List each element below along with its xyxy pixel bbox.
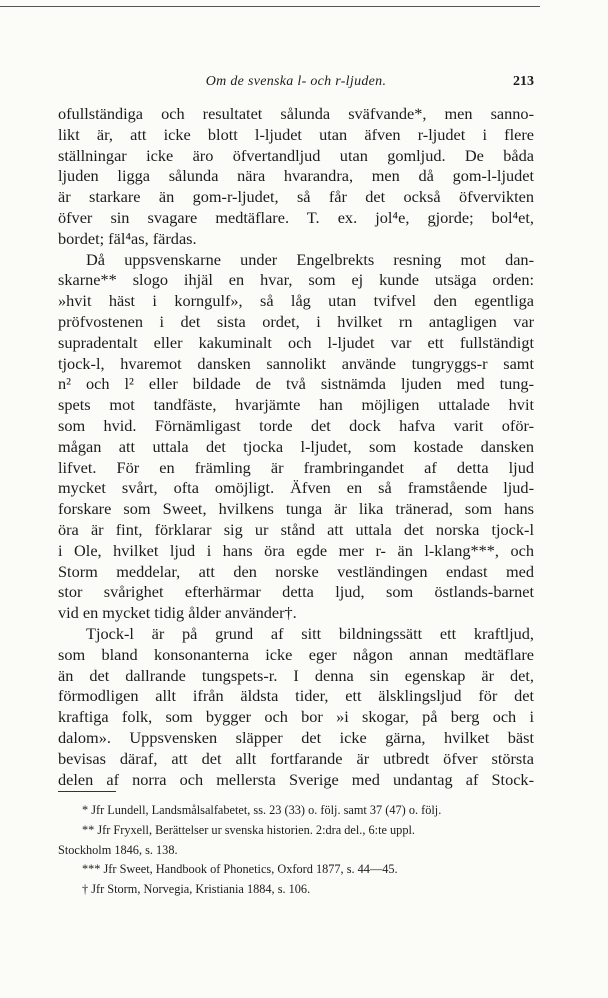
text-line: »hvit häst i korngulf», så låg utan tvifvel den egentliga (58, 291, 534, 311)
text-line: förmodligen allt ifrån äldsta tider, ett älsklingsljud för det (58, 686, 534, 706)
text-line: stor svårighet efterhärmar detta ljud, som östlands-barnet (58, 582, 534, 602)
footnote-rule (58, 791, 116, 792)
body-text (58, 104, 534, 790)
text-line: bordet; fäl⁴as, färdas. (58, 228, 197, 248)
running-head: Om de svenska l- och r-ljuden. (205, 74, 387, 89)
text-line: i Ole, hvilket ljud i hans öra egde mer r- än l-klang***, och (58, 540, 534, 560)
footnote: * Jfr Lundell, Landsmålsalfabetet, ss. 23 (33) o. följ. samt 37 (47) o. följ. (82, 803, 442, 817)
text-line: som bland konsonanterna icke eger någon annan medtäflare (58, 644, 534, 664)
footnote: *** Jfr Sweet, Handbook of Phonetics, Oxford 1877, s. 44—45. (82, 862, 398, 877)
text-line: supradentalt eller kakuminalt och l-ljudet var ett fullständigt (58, 332, 534, 352)
text-line: Storm meddelar, att den norske vestländingen endast med (58, 561, 534, 581)
footnote-continuation: Stockholm 1846, s. 138. (58, 842, 178, 857)
text-line: mågan att uttala det tjocka l-ljudet, som kostade dansken (58, 436, 534, 456)
text-line: ljuden ligga sålunda nära hvarandra, men då gom-l-ljudet (58, 166, 534, 186)
text-line: mycket svårt, ofta omöjligt. Äfven en så framstående ljud- (58, 478, 534, 498)
top-rule (0, 6, 540, 7)
text-line: bevisas däraf, att det allt fortfarande är utbredt öfver största (58, 748, 534, 768)
text-line: likt är, att icke blott l-ljudet utan äfven r-ljudet i flere (58, 124, 534, 144)
text-line: öfver sin svagare medtäflare. T. ex. jol⁴e, gjorde; bol⁴et, (58, 207, 534, 227)
text-line: dalom». Uppsvensken släpper det icke gärna, hvilket bäst (58, 727, 534, 747)
text-line: ofullständiga och resultatet sålunda sväfvande*, men sanno- (58, 104, 534, 123)
text-line: ställningar icke äro öfvertandljud utan gomljud. De båda (58, 145, 534, 165)
text-line: skarne** slogo ihjäl en hvar, som ej kunde utsäga orden: (58, 270, 534, 290)
text-line: forskare som Sweet, hvilkens tunga är lika tränerad, som hans (58, 499, 534, 519)
text-line: är starkare än gom-r-ljudet, så får det också öfvervikten (58, 187, 534, 207)
footnotes (58, 801, 534, 900)
text-line: Tjock-l är på grund af sitt bildningssätt ett kraftljud, (86, 623, 534, 643)
text-line: pröfvostenen i det sista ordet, i hvilket rn antagligen var (58, 311, 534, 331)
page-number: 213 (513, 74, 534, 89)
text-line: lifvet. För en främling är frambringandet af detta ljud (58, 457, 534, 477)
text-line: som hvid. Förnämligast torde det dock hafva varit oför- (58, 415, 534, 435)
text-line: Då uppsvenskarne under Engelbrekts resning mot dan- (86, 249, 534, 269)
page-header (58, 74, 534, 94)
text-line: tjock-l, hvaremot dansken sannolikt använde tungryggs-r samt (58, 353, 534, 373)
footnote: † Jfr Storm, Norvegia, Kristiania 1884, s. 106. (82, 882, 311, 897)
text-line: vid en mycket tidig ålder använder†. (58, 603, 297, 623)
text-line: n² och l² eller bildade de två sistnämda ljuden med tung- (58, 374, 534, 394)
text-line: än det dallrande tungspets-r. I denna sin egenskap är det, (58, 665, 534, 685)
text-line: öra är fint, förklarar sig ur stånd att uttala det norska tjock-l (58, 519, 534, 539)
footnote: ** Jfr Fryxell, Berättelser ur svenska historien. 2:dra del., 6:te uppl. (82, 822, 415, 837)
text-line: kraftiga folk, som bygger och bor »i skogar, på berg och i (58, 707, 534, 727)
text-line: delen af norra och mellersta Sverige med undantag af Stock- (58, 769, 534, 789)
text-line: spets mot tandfäste, hvarjämte han möjligen uttalade hvit (58, 395, 534, 415)
